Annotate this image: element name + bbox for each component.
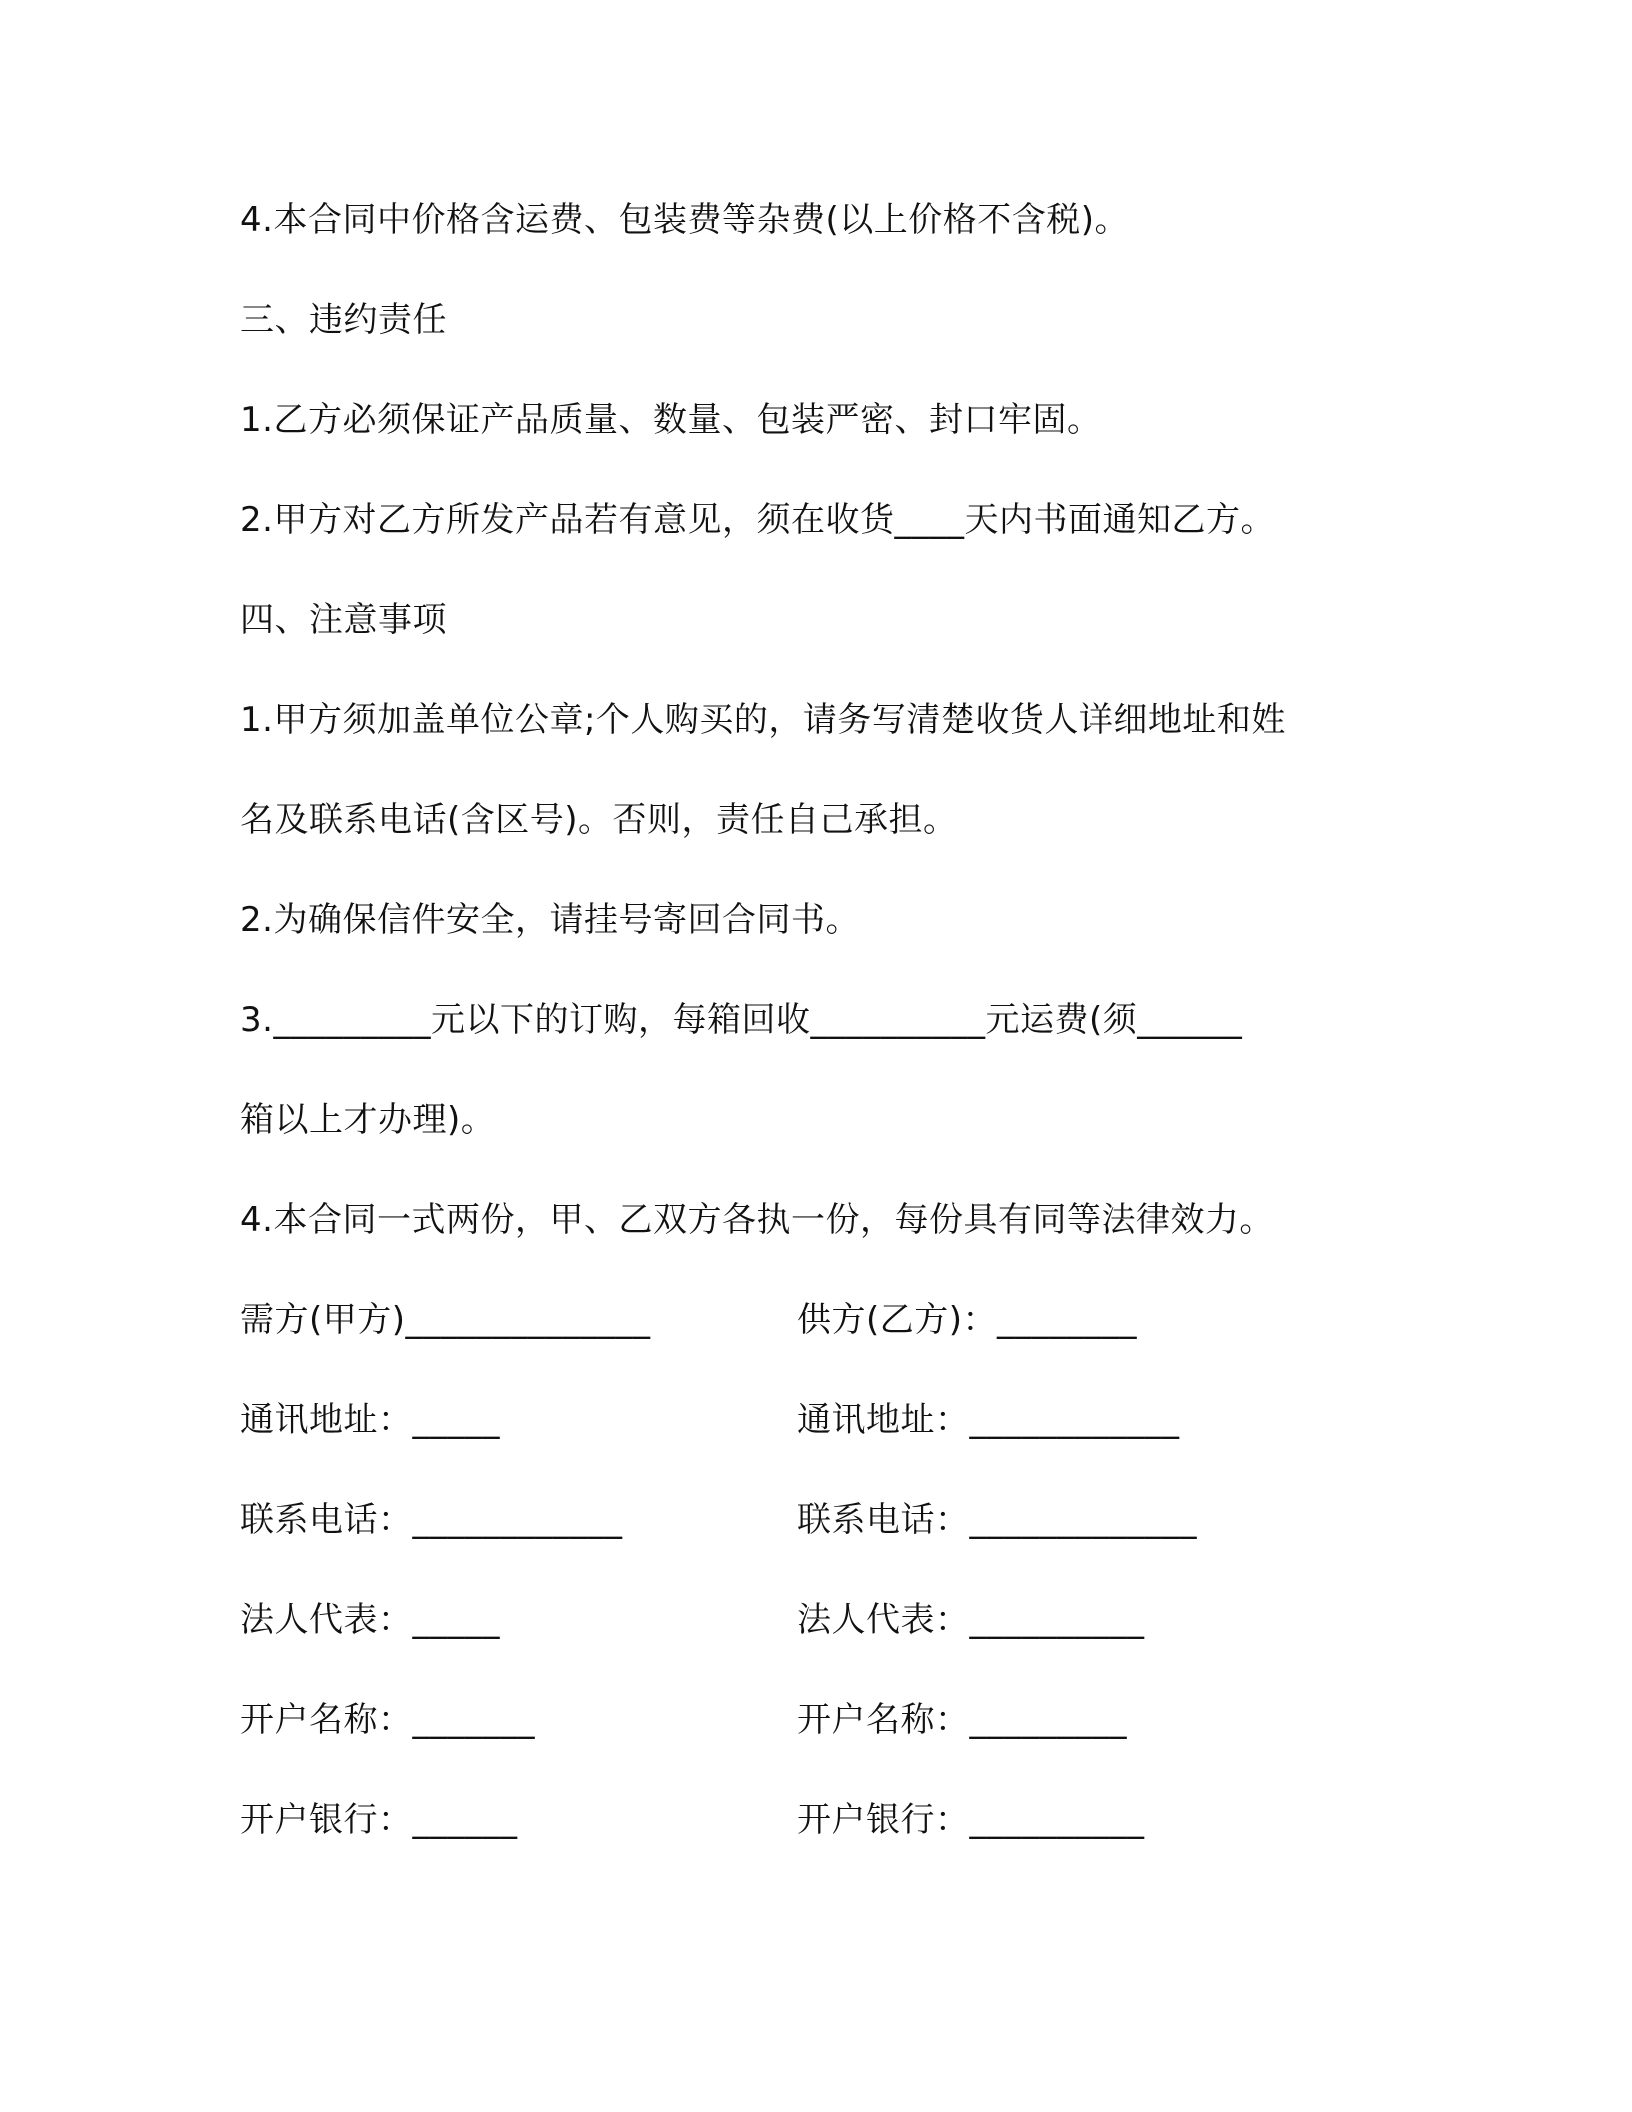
breach-heading: 三、违约责任: [240, 300, 447, 340]
buyer-phone-field: 联系电话：____________: [240, 1500, 623, 1540]
buyer-address-field: 通讯地址：_____: [240, 1400, 500, 1440]
breach-clause-2: 2.甲方对乙方所发产品若有意见，须在收货____天内书面通知乙方。: [240, 500, 1275, 540]
notes-clause-3-line-1: 3._________元以下的订购，每箱回收__________元运费(须______: [240, 1000, 1243, 1040]
notes-clause-1-line-1: 1.甲方须加盖单位公章;个人购买的，请务写清楚收货人详细地址和姓: [240, 700, 1286, 740]
price-note-paragraph: 4.本合同中价格含运费、包装费等杂费(以上价格不含税)。: [240, 200, 1129, 240]
notes-heading: 四、注意事项: [240, 600, 447, 640]
buyer-party-field: 需方(甲方)______________: [240, 1300, 651, 1340]
notes-clause-1-line-2: 名及联系电话(含区号)。否则，责任自己承担。: [240, 800, 958, 840]
seller-account-name-field: 开户名称：_________: [797, 1700, 1127, 1740]
buyer-legal-rep-field: 法人代表：_____: [240, 1600, 500, 1640]
notes-clause-4: 4.本合同一式两份，甲、乙双方各执一份，每份具有同等法律效力。: [240, 1200, 1274, 1240]
seller-party-field: 供方(乙方)：________: [797, 1300, 1138, 1340]
breach-clause-1: 1.乙方必须保证产品质量、数量、包装严密、封口牢固。: [240, 400, 1102, 440]
notes-clause-2: 2.为确保信件安全，请挂号寄回合同书。: [240, 900, 860, 940]
notes-clause-3-line-2: 箱以上才办理)。: [240, 1100, 496, 1140]
seller-bank-field: 开户银行：__________: [797, 1800, 1145, 1840]
buyer-account-name-field: 开户名称：_______: [240, 1700, 535, 1740]
buyer-bank-field: 开户银行：______: [240, 1800, 518, 1840]
seller-phone-field: 联系电话：_____________: [797, 1500, 1197, 1540]
seller-legal-rep-field: 法人代表：__________: [797, 1600, 1145, 1640]
seller-address-field: 通讯地址：____________: [797, 1400, 1180, 1440]
